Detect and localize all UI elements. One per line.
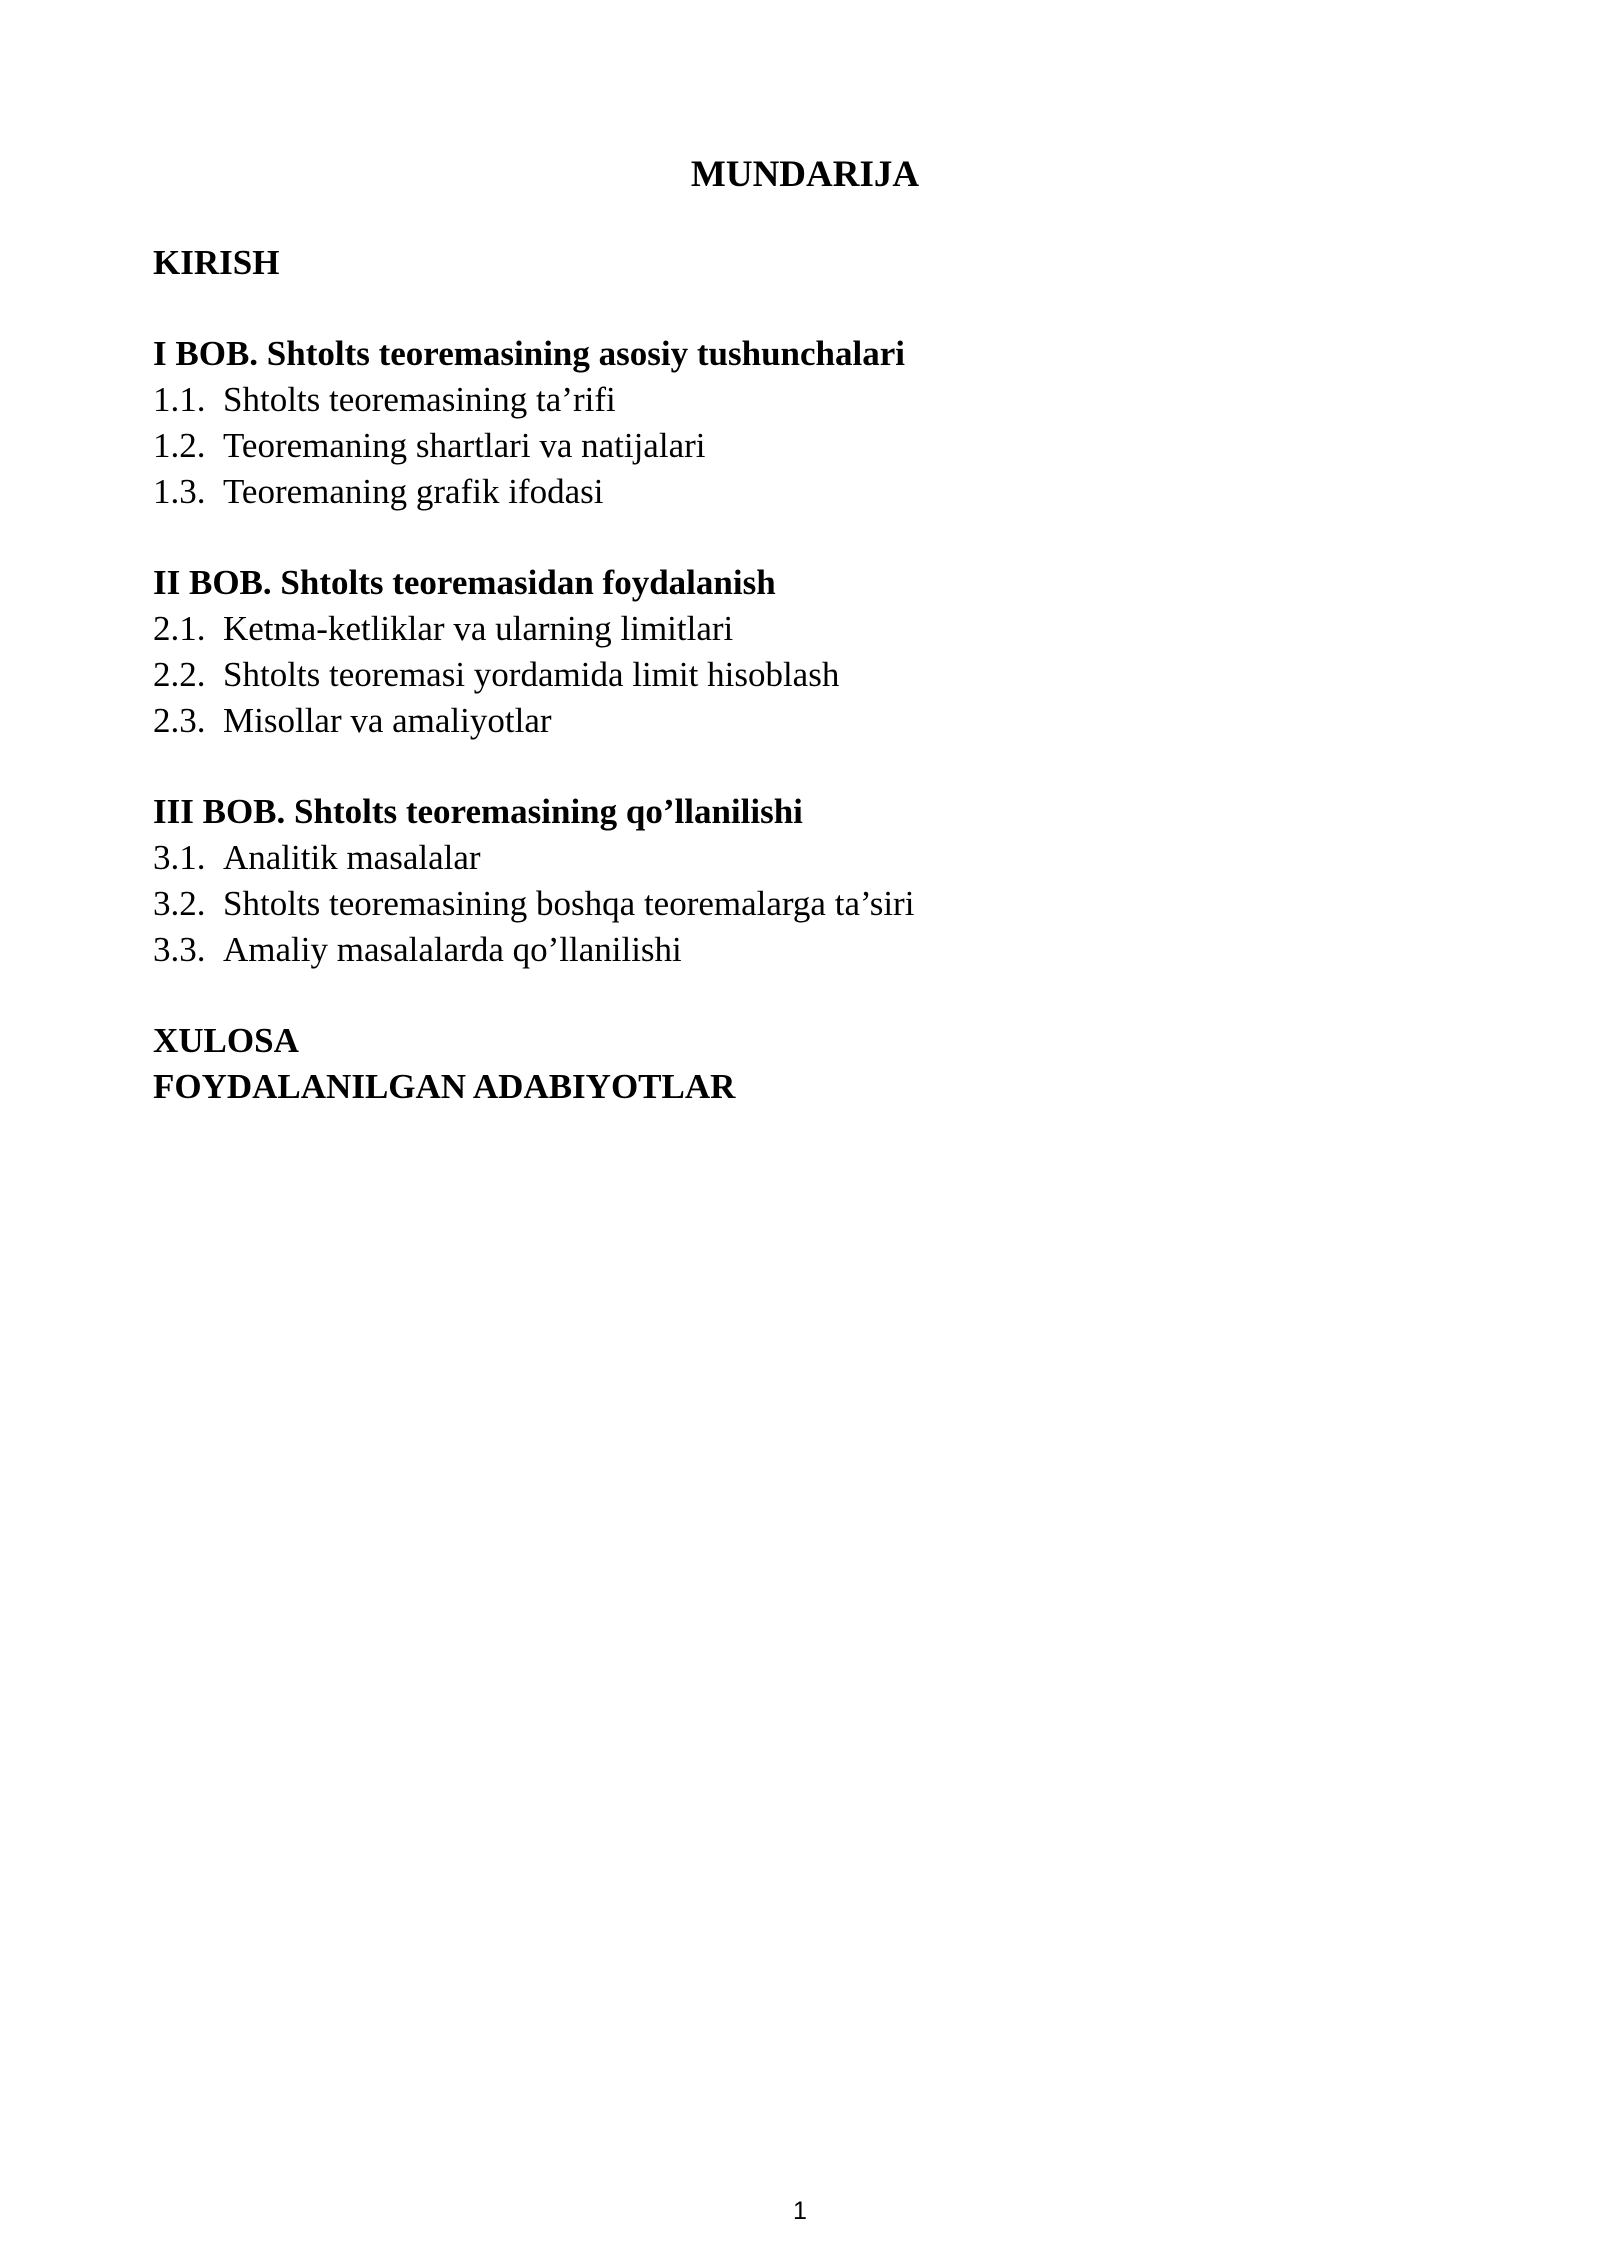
toc-section-text: Shtolts teoremasining boshqa teoremalarga ta’siri <box>223 884 915 923</box>
toc-section <box>153 423 1453 469</box>
toc-section-number: 3.1. <box>153 838 206 877</box>
toc-spacer <box>153 515 1453 560</box>
toc-references: FOYDALANILGAN ADABIYOTLAR <box>153 1067 736 1106</box>
table-of-contents <box>153 240 1453 1110</box>
toc-section <box>153 652 1453 698</box>
toc-section <box>153 469 1453 515</box>
toc-section-text: Teoremaning grafik ifodasi <box>223 472 604 511</box>
toc-section-text: Misollar va amaliyotlar <box>223 701 552 740</box>
toc-section <box>153 606 1453 652</box>
toc-spacer <box>153 286 1453 331</box>
toc-chapter-2-heading: II BOB. Shtolts teoremasidan foydalanish <box>153 563 776 602</box>
toc-section-text: Ketma-ketliklar va ularning limitlari <box>223 609 734 648</box>
toc-section-number: 2.1. <box>153 609 206 648</box>
toc-section <box>153 835 1453 881</box>
toc-section <box>153 377 1453 423</box>
toc-section-number: 1.3. <box>153 472 206 511</box>
page-title-text: MUNDARIJA <box>690 154 920 195</box>
toc-section-text: Shtolts teoremasining ta’rifi <box>223 380 616 419</box>
toc-spacer <box>153 973 1453 1018</box>
page-title <box>0 152 1600 198</box>
toc-section <box>153 927 1453 973</box>
toc-section-text: Analitik masalalar <box>223 838 481 877</box>
page-number: 1 <box>793 2197 807 2225</box>
toc-section-number: 2.3. <box>153 701 206 740</box>
toc-section-number: 1.1. <box>153 380 206 419</box>
toc-intro: KIRISH <box>153 243 280 282</box>
toc-section-text: Teoremaning shartlari va natijalari <box>223 426 706 465</box>
toc-section-number: 1.2. <box>153 426 206 465</box>
toc-chapter-3-heading: III BOB. Shtolts teoremasining qo’llanilishi <box>153 792 803 831</box>
toc-section <box>153 698 1453 744</box>
toc-section-text: Shtolts teoremasi yordamida limit hisoblash <box>223 655 840 694</box>
toc-conclusion: XULOSA <box>153 1021 299 1060</box>
toc-chapter-1-heading: I BOB. Shtolts teoremasining asosiy tushunchalari <box>153 334 905 373</box>
toc-section-number: 3.3. <box>153 930 206 969</box>
toc-section-text: Amaliy masalalarda qo’llanilishi <box>223 930 682 969</box>
toc-section <box>153 881 1453 927</box>
toc-spacer <box>153 744 1453 789</box>
toc-section-number: 3.2. <box>153 884 206 923</box>
toc-section-number: 2.2. <box>153 655 206 694</box>
